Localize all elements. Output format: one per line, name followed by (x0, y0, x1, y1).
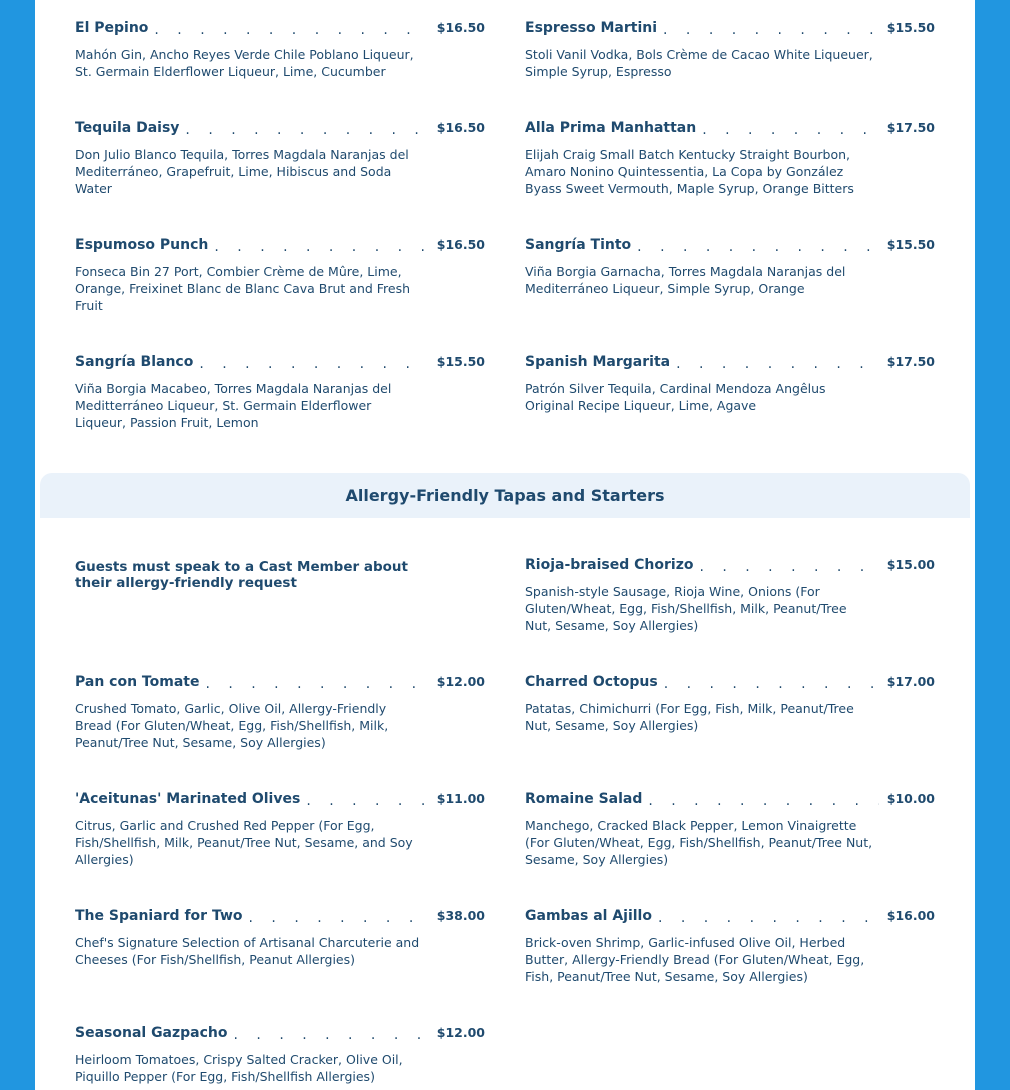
item-description: Viña Borgia Garnacha, Torres Magdala Naranjas del Mediterráneo Liqueur, Simple Syrup, Orange (525, 264, 846, 296)
item-name: El Pepino (75, 20, 149, 36)
item-description: Stoli Vanil Vodka, Bols Crème de Cacao White Liqueuer, Simple Syrup, Espresso (525, 47, 873, 79)
item-price: $16.00 (886, 908, 935, 923)
item-name: Tequila Daisy (75, 120, 180, 136)
menu-item[interactable] (525, 908, 935, 985)
item-name: 'Aceitunas' Marinated Olives (75, 791, 301, 807)
item-description: Crushed Tomato, Garlic, Olive Oil, Allergy-Friendly Bread (For Gluten/Wheat, Egg, Fish/Shellfish, Milk, Peanut/Tree Nut, Sesame, Soy Allergies) (75, 701, 389, 750)
leader-dots (648, 793, 878, 809)
leader-dots (663, 22, 879, 38)
item-description: Don Julio Blanco Tequila, Torres Magdala Naranjas del Mediterráneo, Grapefruit, Lime, Hibiscus and Soda Water (75, 147, 409, 196)
leader-dots (702, 122, 879, 138)
item-name: Romaine Salad (525, 791, 643, 807)
item-name: Charred Octopus (525, 674, 658, 690)
item-name: Spanish Margarita (525, 354, 671, 370)
leader-dots (205, 676, 428, 692)
item-description: Spanish-style Sausage, Rioja Wine, Onions (For Gluten/Wheat, Egg, Fish/Shellfish, Milk, Peanut/Tree Nut, Sesame, Soy Allergies) (525, 584, 847, 633)
menu-item[interactable] (75, 237, 485, 314)
item-description: Patatas, Chimichurri (For Egg, Fish, Milk, Peanut/Tree Nut, Sesame, Soy Allergies) (525, 701, 854, 733)
item-price: $12.00 (436, 1025, 485, 1040)
menu-item[interactable] (525, 237, 935, 297)
menu-item[interactable] (525, 791, 935, 868)
menu-item[interactable] (75, 20, 485, 80)
menu-item[interactable] (525, 674, 935, 734)
item-price: $17.50 (886, 354, 935, 369)
allergy-note: Guests must speak to a Cast Member about their allergy-friendly request (75, 559, 408, 591)
menu-item[interactable] (75, 908, 485, 968)
item-name: Sangría Tinto (525, 237, 632, 253)
leader-dots (676, 356, 879, 372)
menu-item[interactable] (525, 557, 935, 634)
item-name: Gambas al Ajillo (525, 908, 652, 924)
leader-dots (637, 239, 879, 255)
item-description: Patrón Silver Tequila, Cardinal Mendoza Angêlus Original Recipe Liqueur, Lime, Agave (525, 381, 826, 413)
leader-dots (306, 793, 428, 809)
item-name: Seasonal Gazpacho (75, 1025, 228, 1041)
menu-item[interactable] (525, 354, 935, 414)
item-name: Sangría Blanco (75, 354, 194, 370)
item-name: The Spaniard for Two (75, 908, 243, 924)
item-description: Viña Borgia Macabeo, Torres Magdala Naranjas del Meditterráneo Liqueur, St. Germain Elderflower Liqueur, Passion Fruit, Lemon (75, 381, 392, 430)
item-name: Pan con Tomate (75, 674, 200, 690)
item-price: $15.50 (436, 354, 485, 369)
leader-dots (214, 239, 428, 255)
item-name: Rioja-braised Chorizo (525, 557, 694, 573)
leader-dots (699, 559, 878, 575)
leader-dots (154, 22, 428, 38)
item-description: Citrus, Garlic and Crushed Red Pepper (For Egg, Fish/Shellfish, Milk, Peanut/Tree Nut, Sesame, and Soy Allergies) (75, 818, 413, 867)
item-price: $16.50 (436, 237, 485, 252)
item-price: $11.00 (436, 791, 485, 806)
item-description: Mahón Gin, Ancho Reyes Verde Chile Poblano Liqueur, St. Germain Elderflower Liqueur, Lime, Cucumber (75, 47, 414, 79)
leader-dots (664, 676, 879, 692)
item-description: Elijah Craig Small Batch Kentucky Straight Bourbon, Amaro Nonino Quintessentia, La Copa by González Byass Sweet Vermouth, Maple Syrup, Orange Bitters (525, 147, 854, 196)
item-price: $15.00 (886, 557, 935, 572)
item-price: $17.00 (886, 674, 935, 689)
menu-item[interactable] (525, 120, 935, 197)
item-price: $17.50 (886, 120, 935, 135)
item-price: $12.00 (436, 674, 485, 689)
menu-item[interactable] (75, 791, 485, 868)
item-description: Fonseca Bin 27 Port, Combier Crème de Mûre, Lime, Orange, Freixinet Blanc de Blanc Cava Brut and Fresh Fruit (75, 264, 411, 313)
menu-item[interactable] (75, 1025, 485, 1085)
item-name: Espumoso Punch (75, 237, 209, 253)
leader-dots (199, 356, 428, 372)
menu-item[interactable] (525, 20, 935, 80)
menu-item[interactable] (75, 354, 485, 431)
leader-dots (185, 122, 428, 138)
leader-dots (249, 910, 429, 926)
item-price: $16.50 (436, 20, 485, 35)
leader-dots (658, 910, 879, 926)
item-price: $15.50 (886, 237, 935, 252)
item-description: Chef's Signature Selection of Artisanal Charcuterie and Cheeses (For Fish/Shellfish, Peanut Allergies) (75, 935, 420, 967)
menu-item[interactable] (75, 674, 485, 751)
item-name: Espresso Martini (525, 20, 658, 36)
item-price: $15.50 (886, 20, 935, 35)
leader-dots (234, 1027, 429, 1043)
menu-item[interactable] (75, 120, 485, 197)
item-description: Brick-oven Shrimp, Garlic-infused Olive Oil, Herbed Butter, Allergy-Friendly Bread (For Gluten/Wheat, Egg, Fish, Peanut/Tree Nut, Sesame, Soy Allergies) (525, 935, 865, 984)
item-price: $16.50 (436, 120, 485, 135)
item-description: Manchego, Cracked Black Pepper, Lemon Vinaigrette (For Gluten/Wheat, Egg, Fish/Shellfish, Peanut/Tree Nut, Sesame, Soy Allergies) (525, 818, 873, 867)
item-price: $38.00 (436, 908, 485, 923)
item-price: $10.00 (886, 791, 935, 806)
item-description: Heirloom Tomatoes, Crispy Salted Cracker, Olive Oil, Piquillo Pepper (For Egg, Fish/Shellfish Allergies) (75, 1052, 403, 1084)
item-name: Alla Prima Manhattan (525, 120, 697, 136)
section-header-allergy-tapas: Allergy-Friendly Tapas and Starters (40, 473, 970, 518)
menu-panel (35, 0, 975, 1090)
